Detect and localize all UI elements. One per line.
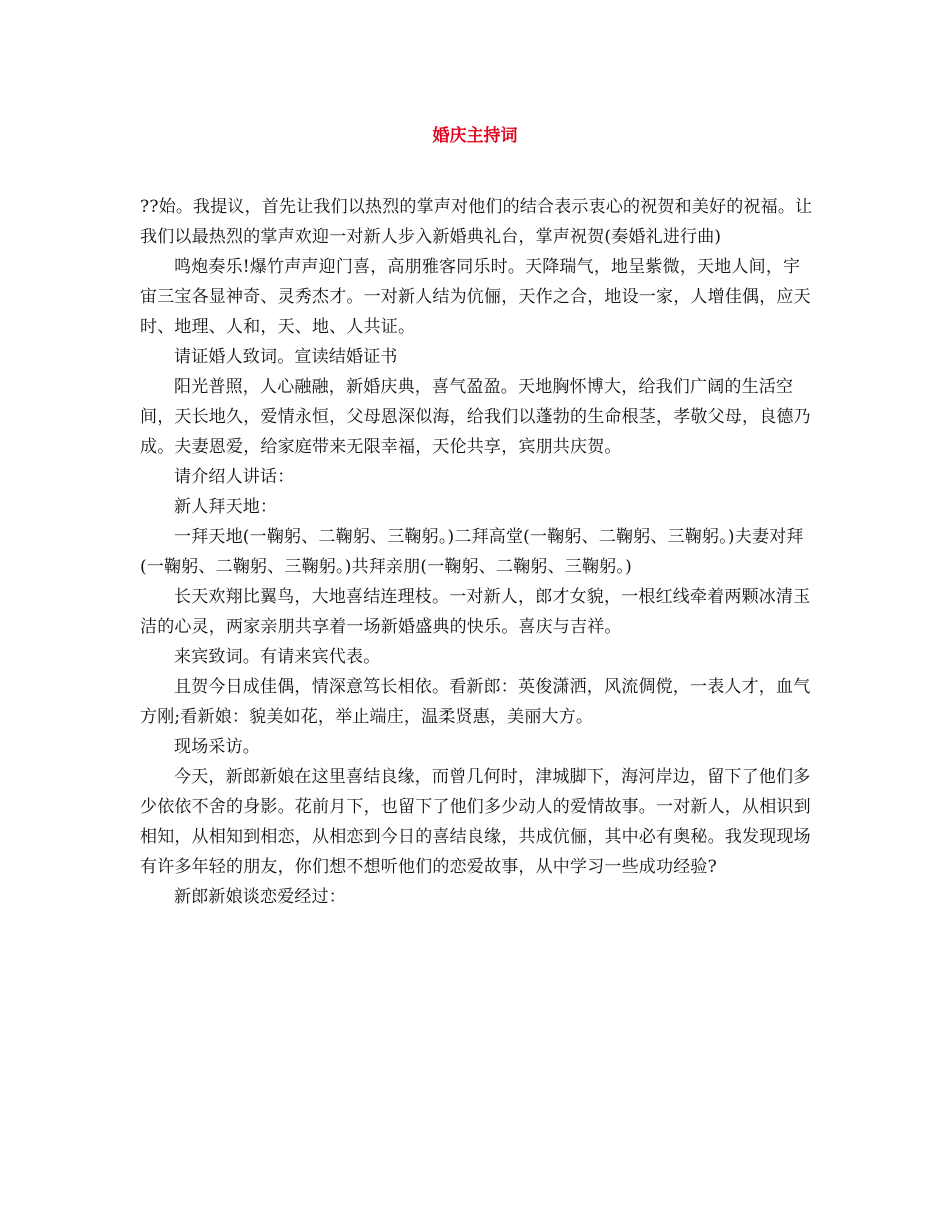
- document-body: [140, 192, 816, 912]
- paragraph-sunshine: 阳光普照，人心融融，新婚庆典，喜气盈盈。天地胸怀博大，给我们广阔的生活空间，天长地久，爱情永恒，父母恩深似海，给我们以蓬勃的生命根茎，孝敬父母，良德乃成。夫妻恩爱，给家庭带来无限幸福，天伦共享，宾朋共庆贺。: [140, 377, 811, 457]
- paragraph-bow-heading: 新人拜天地：: [174, 497, 278, 517]
- paragraph-officiant: 请证婚人致词。宣读结婚证书: [174, 347, 398, 367]
- paragraph-story-heading: 新郎新娘谈恋爱经过：: [174, 887, 346, 907]
- paragraph-love-story: 今天，新郎新娘在这里喜结良缘，而曾几何时，津城脚下，海河岸边，留下了他们多少依依不舍的身影。花前月下，也留下了他们多少动人的爱情故事。一对新人，从相识到相知，从相知到相恋，从相恋到今日的喜结良缘，共成伉俪，其中必有奥秘。我发现现场有许多年轻的朋友，你们想不想听他们的恋爱故事，从中学习一些成功经验?: [140, 767, 811, 877]
- paragraph-couple-praise: 且贺今日成佳偶，情深意笃长相依。看新郎：英俊潇洒，风流倜傥，一表人才，血气方刚;看新娘：貌美如花，举止端庄，温柔贤惠，美丽大方。: [140, 677, 811, 727]
- paragraph-fireworks: 鸣炮奏乐!爆竹声声迎门喜，高朋雅客同乐时。天降瑞气，地呈紫微，天地人间，宇宙三宝各显神奇、灵秀杰才。一对新人结为伉俪，天作之合，地设一家，人增佳偶，应天时、地理、人和，天、地、人共证。: [140, 257, 811, 337]
- paragraph-guest-speech: 来宾致词。有请来宾代表。: [174, 647, 381, 667]
- paragraph-interview: 现场采访。: [174, 737, 260, 757]
- document-title: 婚庆主持词: [432, 126, 518, 146]
- paragraph-blessing: 长天欢翔比翼鸟，大地喜结连理枝。一对新人，郎才女貌，一根红线牵着两颗冰清玉洁的心灵，两家亲朋共享着一场新婚盛典的快乐。喜庆与吉祥。: [140, 587, 811, 637]
- paragraph-bows: 一拜天地(一鞠躬、二鞠躬、三鞠躬。)二拜高堂(一鞠躬、二鞠躬、三鞠躬。)夫妻对拜(一鞠躬、二鞠躬、三鞠躬。)共拜亲朋(一鞠躬、二鞠躬、三鞠躬。): [140, 527, 804, 577]
- paragraph-opening: ??始。我提议，首先让我们以热烈的掌声对他们的结合表示衷心的祝贺和美好的祝福。让我们以最热烈的掌声欢迎一对新人步入新婚典礼台，掌声祝贺(奏婚礼进行曲): [140, 197, 813, 247]
- paragraph-introducer: 请介绍人讲话：: [174, 467, 295, 487]
